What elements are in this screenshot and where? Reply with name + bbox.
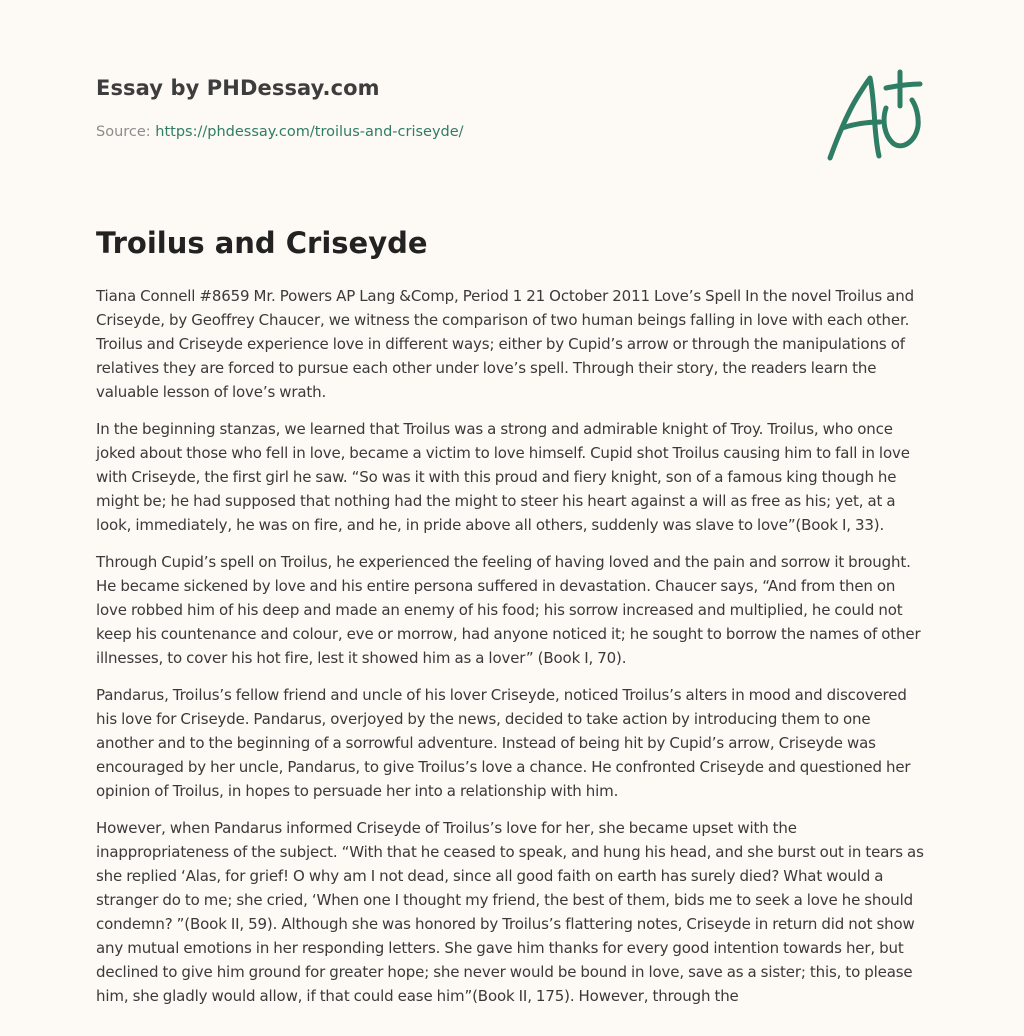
page-title: Troilus and Criseyde xyxy=(96,226,428,260)
article-body xyxy=(96,284,930,1021)
source-link[interactable]: https://phdessay.com/troilus-and-criseyde/ xyxy=(155,124,464,140)
source-label: Source: xyxy=(96,124,156,140)
paragraph-5: However, when Pandarus informed Criseyde of Troilus’s love for her, she became upset with the inappropriateness of the subject. “With that he ceased to speak, and hung his head, and she burst out in tears as she replied ‘Alas, for grief! O why am I not dead, since all good faith on earth has surely died? What would a stranger do to me; she cried, ‘When one I thought my friend, the best of them, bids me to seek a love he should condemn? ”(Book II, 59). Although she was honored by Troilus’s flattering notes, Criseyde in return did not show any mutual emotions in her responding letters. She gave him thanks for every good intention towards her, but declined to give him ground for greater hope; she never would be bound in love, save as a sister; this, to please him, she gladly would allow, if that could ease him”(Book II, 175). However, through the xyxy=(96,819,924,1005)
paragraph-3: Through Cupid’s spell on Troilus, he experienced the feeling of having loved and the pain and sorrow it brought. He became sickened by love and his entire persona suffered in devastation. Chaucer says, “And from then on love robbed him of his deep and made an enemy of his food; his sorrow increased and multiplied, he could not keep his countenance and colour, eve or morrow, had anyone noticed it; he sought to borrow the names of other illnesses, to cover his hot fire, lest it showed him as a lover” (Book I, 70). xyxy=(96,553,921,667)
paragraph-4: Pandarus, Troilus’s fellow friend and uncle of his lover Criseyde, noticed Troilus’s alters in mood and discovered his love for Criseyde. Pandarus, overjoyed by the news, decided to take action by introducing them to one another and to the beginning of a sorrowful adventure. Instead of being hit by Cupid’s arrow, Criseyde was encouraged by her uncle, Pandarus, to give Troilus’s love a chance. He confronted Criseyde and questioned her opinion of Troilus, in hopes to persuade her into a relationship with him. xyxy=(96,686,911,800)
paragraph-2: In the beginning stanzas, we learned that Troilus was a strong and admirable knight of Troy. Troilus, who once joked about those who fell in love, became a victim to love himself. Cupid shot Troilus causing him to fall in love with Criseyde, the first girl he saw. “So was it with this proud and fiery knight, son of a famous king though he might be; he had supposed that nothing had the might to steer his heart against a will as free as his; yet, at a look, immediately, he was on fire, and he, in pride above all others, suddenly was slave to love”(Book I, 33). xyxy=(96,420,910,534)
site-brand: Essay by PHDessay.com xyxy=(96,76,380,100)
paragraph-1: Tiana Connell #8659 Mr. Powers AP Lang &Comp, Period 1 21 October 2011 Love’s Spell In the novel Troilus and Criseyde, by Geoffrey Chaucer, we witness the comparison of two human beings falling in love with each other. Troilus and Criseyde experience love in different ways; either by Cupid’s arrow or through the manipulations of relatives they are forced to pursue each other under love’s spell. Through their story, the readers learn the valuable lesson of love’s wrath. xyxy=(96,287,914,401)
a-plus-logo-icon xyxy=(824,64,928,168)
source-line xyxy=(96,124,464,140)
